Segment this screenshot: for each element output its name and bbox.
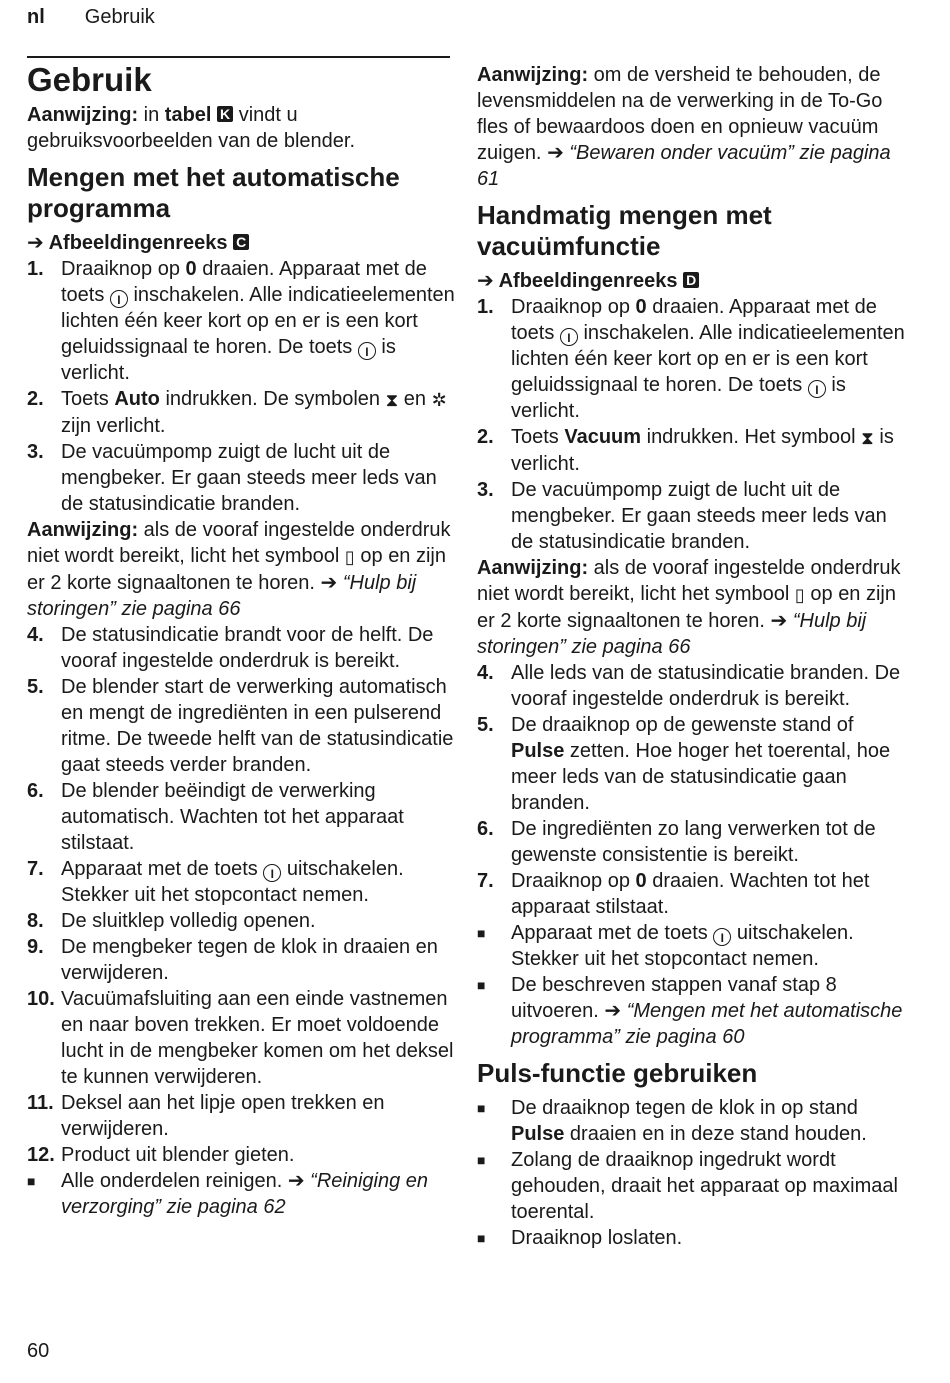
list-item: 12. Product uit blender gieten. — [27, 1144, 295, 1166]
power-button-icon: I — [110, 290, 128, 308]
heading-manual-vacuum: Handmatig mengen met vacuümfunctie — [477, 200, 772, 261]
list-item: 2. Toets Vacuum indrukken. Het symbool ⧗ is verlicht. — [477, 426, 894, 475]
heading-pulse-function: Puls-functie gebruiken — [477, 1058, 758, 1088]
list-item: 7. Apparaat met de toets I uitschakelen. Stekker uit het stopcontact nemen. — [27, 858, 404, 906]
list-item: 6. De ingrediënten zo lang verwerken tot de gewenste consistentie is bereikt. — [477, 818, 876, 866]
right-column — [477, 62, 907, 1251]
arrow-right-icon: ➔ — [320, 572, 338, 594]
bullet-item: ■ Alle onderdelen reinigen. ➔ “Reiniging en verzorging” zie pagina 62 — [27, 1170, 429, 1218]
cross-reference[interactable]: “Hulp bij storingen” zie pagina 66 — [27, 572, 417, 620]
list-item: 4. Alle leds van de statusindicatie branden. De vooraf ingestelde onderdruk is bereikt. — [477, 662, 901, 710]
header-rule — [27, 56, 450, 58]
list-item: 8. De sluitklep volledig openen. — [27, 910, 316, 932]
power-button-icon: I — [358, 342, 376, 360]
bullet-item: ■ De beschreven stappen vanaf stap 8 uitvoeren. ➔ “Mengen met het automatische programma” zie pagina 60 — [477, 974, 903, 1048]
cross-reference[interactable]: “Hulp bij storingen” zie pagina 66 — [477, 610, 867, 658]
bullet-square-icon: ■ — [477, 1100, 486, 1116]
arrow-right-icon: ➔ — [287, 1170, 305, 1192]
fan-symbol-icon: ✲ — [431, 390, 447, 410]
note: Aanwijzing: om de versheid te behouden, de levensmiddelen na de verwerking in de To-Go fles of bewaardoos doen en opnieuw vacuüm zuigen. ➔ “Bewaren onder vacuüm” zie pagina 61 — [477, 64, 891, 190]
note: Aanwijzing: als de vooraf ingestelde onderdruk niet wordt bereikt, licht het symbool ▯ op en zijn er 2 korte signaaltonen te horen. ➔ “Hulp bij storingen” zie pagina 66 — [477, 557, 901, 658]
left-column — [27, 62, 457, 1220]
header-section-title: Gebruik — [84, 6, 155, 28]
list-item: 11. Deksel aan het lipje open trekken en verwijderen. — [27, 1092, 385, 1140]
list-item: 1. Draaiknop op 0 draaien. Apparaat met de toets I inschakelen. Alle indicatieelementen lichten één keer kort op en er is een kort geluidssignaal te horen. De toets I is verlicht. — [477, 296, 905, 422]
arrow-right-icon: ➔ — [604, 1000, 622, 1022]
bullet-square-icon: ■ — [477, 925, 486, 941]
list-item: 3. De vacuümpomp zuigt de lucht uit de mengbeker. Er gaan steeds meer leds van de statusindicatie branden. — [27, 441, 437, 515]
list-item: 4. De statusindicatie brandt voor de helft. De vooraf ingestelde onderdruk is bereikt. — [27, 624, 434, 672]
intro-note: Aanwijzing: in tabel K vindt u gebruiksvoorbeelden van de blender. — [27, 104, 356, 152]
list-item: 1. Draaiknop op 0 draaien. Apparaat met de toets I inschakelen. Alle indicatieelementen lichten één keer kort op en er is een kort geluidssignaal te horen. De toets I is verlicht. — [27, 258, 455, 384]
bullet-square-icon: ■ — [477, 977, 486, 993]
arrow-right-icon: ➔ — [547, 142, 564, 164]
bullet-item: ■ Apparaat met de toets I uitschakelen. Stekker uit het stopcontact nemen. — [477, 922, 854, 970]
arrow-right-icon: ➔ — [477, 270, 494, 292]
vacuum-symbol-icon: ⧗ — [861, 428, 874, 448]
list-item: 7. Draaiknop op 0 draaien. Wachten tot het apparaat stilstaat. — [477, 870, 870, 918]
list-item: 5. De blender start de verwerking automatisch en mengt de ingrediënten in een pulserend ritme. De tweede helft van de statusindicatie gaat steeds verder branden. — [27, 676, 454, 776]
page-header — [27, 6, 155, 29]
list-item: 5. De draaiknop op de gewenste stand of Pulse zetten. Hoe hoger het toerental, hoe meer leds van de statusindicatie gaan branden. — [477, 714, 891, 814]
figure-key-badge: D — [683, 272, 699, 288]
power-button-icon: I — [263, 864, 281, 882]
figure-series-ref: ➔ Afbeeldingenreeks D — [477, 268, 907, 294]
language-code: nl — [27, 6, 45, 28]
cross-reference[interactable]: “Reiniging en verzorging” zie pagina 62 — [61, 1170, 429, 1218]
table-key-badge: K — [217, 106, 233, 122]
figure-key-badge: C — [233, 234, 249, 250]
page-title: Gebruik — [27, 61, 152, 98]
figure-series-ref: ➔ Afbeeldingenreeks C — [27, 230, 457, 256]
list-item: 6. De blender beëindigt de verwerking automatisch. Wachten tot het apparaat stilstaat. — [27, 780, 404, 854]
cross-reference[interactable]: “Mengen met het automatische programma” zie pagina 60 — [511, 1000, 903, 1048]
list-item: 3. De vacuümpomp zuigt de lucht uit de mengbeker. Er gaan steeds meer leds van de statusindicatie branden. — [477, 479, 887, 553]
bullet-square-icon: ■ — [27, 1173, 36, 1189]
list-item: 10. Vacuümafsluiting aan een einde vastnemen en naar boven trekken. Er moet voldoende lucht in de mengbeker komen om het deksel te kunnen verwijderen. — [27, 988, 454, 1088]
list-item: 2. Toets Auto indrukken. De symbolen ⧗ en ✲ zijn verlicht. — [27, 388, 447, 437]
bullet-item: ■ Draaiknop loslaten. — [477, 1227, 683, 1249]
vacuum-error-symbol-icon: ▯ — [794, 585, 805, 605]
bullet-item: ■ Zolang de draaiknop ingedrukt wordt gehouden, draait het apparaat op maximaal toerental. — [477, 1149, 898, 1223]
power-button-icon: I — [560, 328, 578, 346]
power-button-icon: I — [808, 380, 826, 398]
heading-auto-program: Mengen met het automatische programma — [27, 162, 400, 223]
list-item: 9. De mengbeker tegen de klok in draaien en verwijderen. — [27, 936, 438, 984]
bullet-square-icon: ■ — [477, 1230, 486, 1246]
page-number: 60 — [27, 1340, 50, 1362]
arrow-right-icon: ➔ — [27, 232, 44, 254]
vacuum-error-symbol-icon: ▯ — [344, 547, 355, 567]
vacuum-symbol-icon: ⧗ — [385, 390, 399, 410]
bullet-square-icon: ■ — [477, 1152, 486, 1168]
bullet-item: ■ De draaiknop tegen de klok in op stand Pulse draaien en in deze stand houden. — [477, 1097, 867, 1145]
cross-reference[interactable]: “Bewaren onder vacuüm” zie pagina 61 — [477, 142, 891, 190]
note: Aanwijzing: als de vooraf ingestelde onderdruk niet wordt bereikt, licht het symbool ▯ op en zijn er 2 korte signaaltonen te horen. ➔ “Hulp bij storingen” zie pagina 66 — [27, 519, 451, 620]
arrow-right-icon: ➔ — [770, 610, 788, 632]
power-button-icon: I — [713, 928, 731, 946]
